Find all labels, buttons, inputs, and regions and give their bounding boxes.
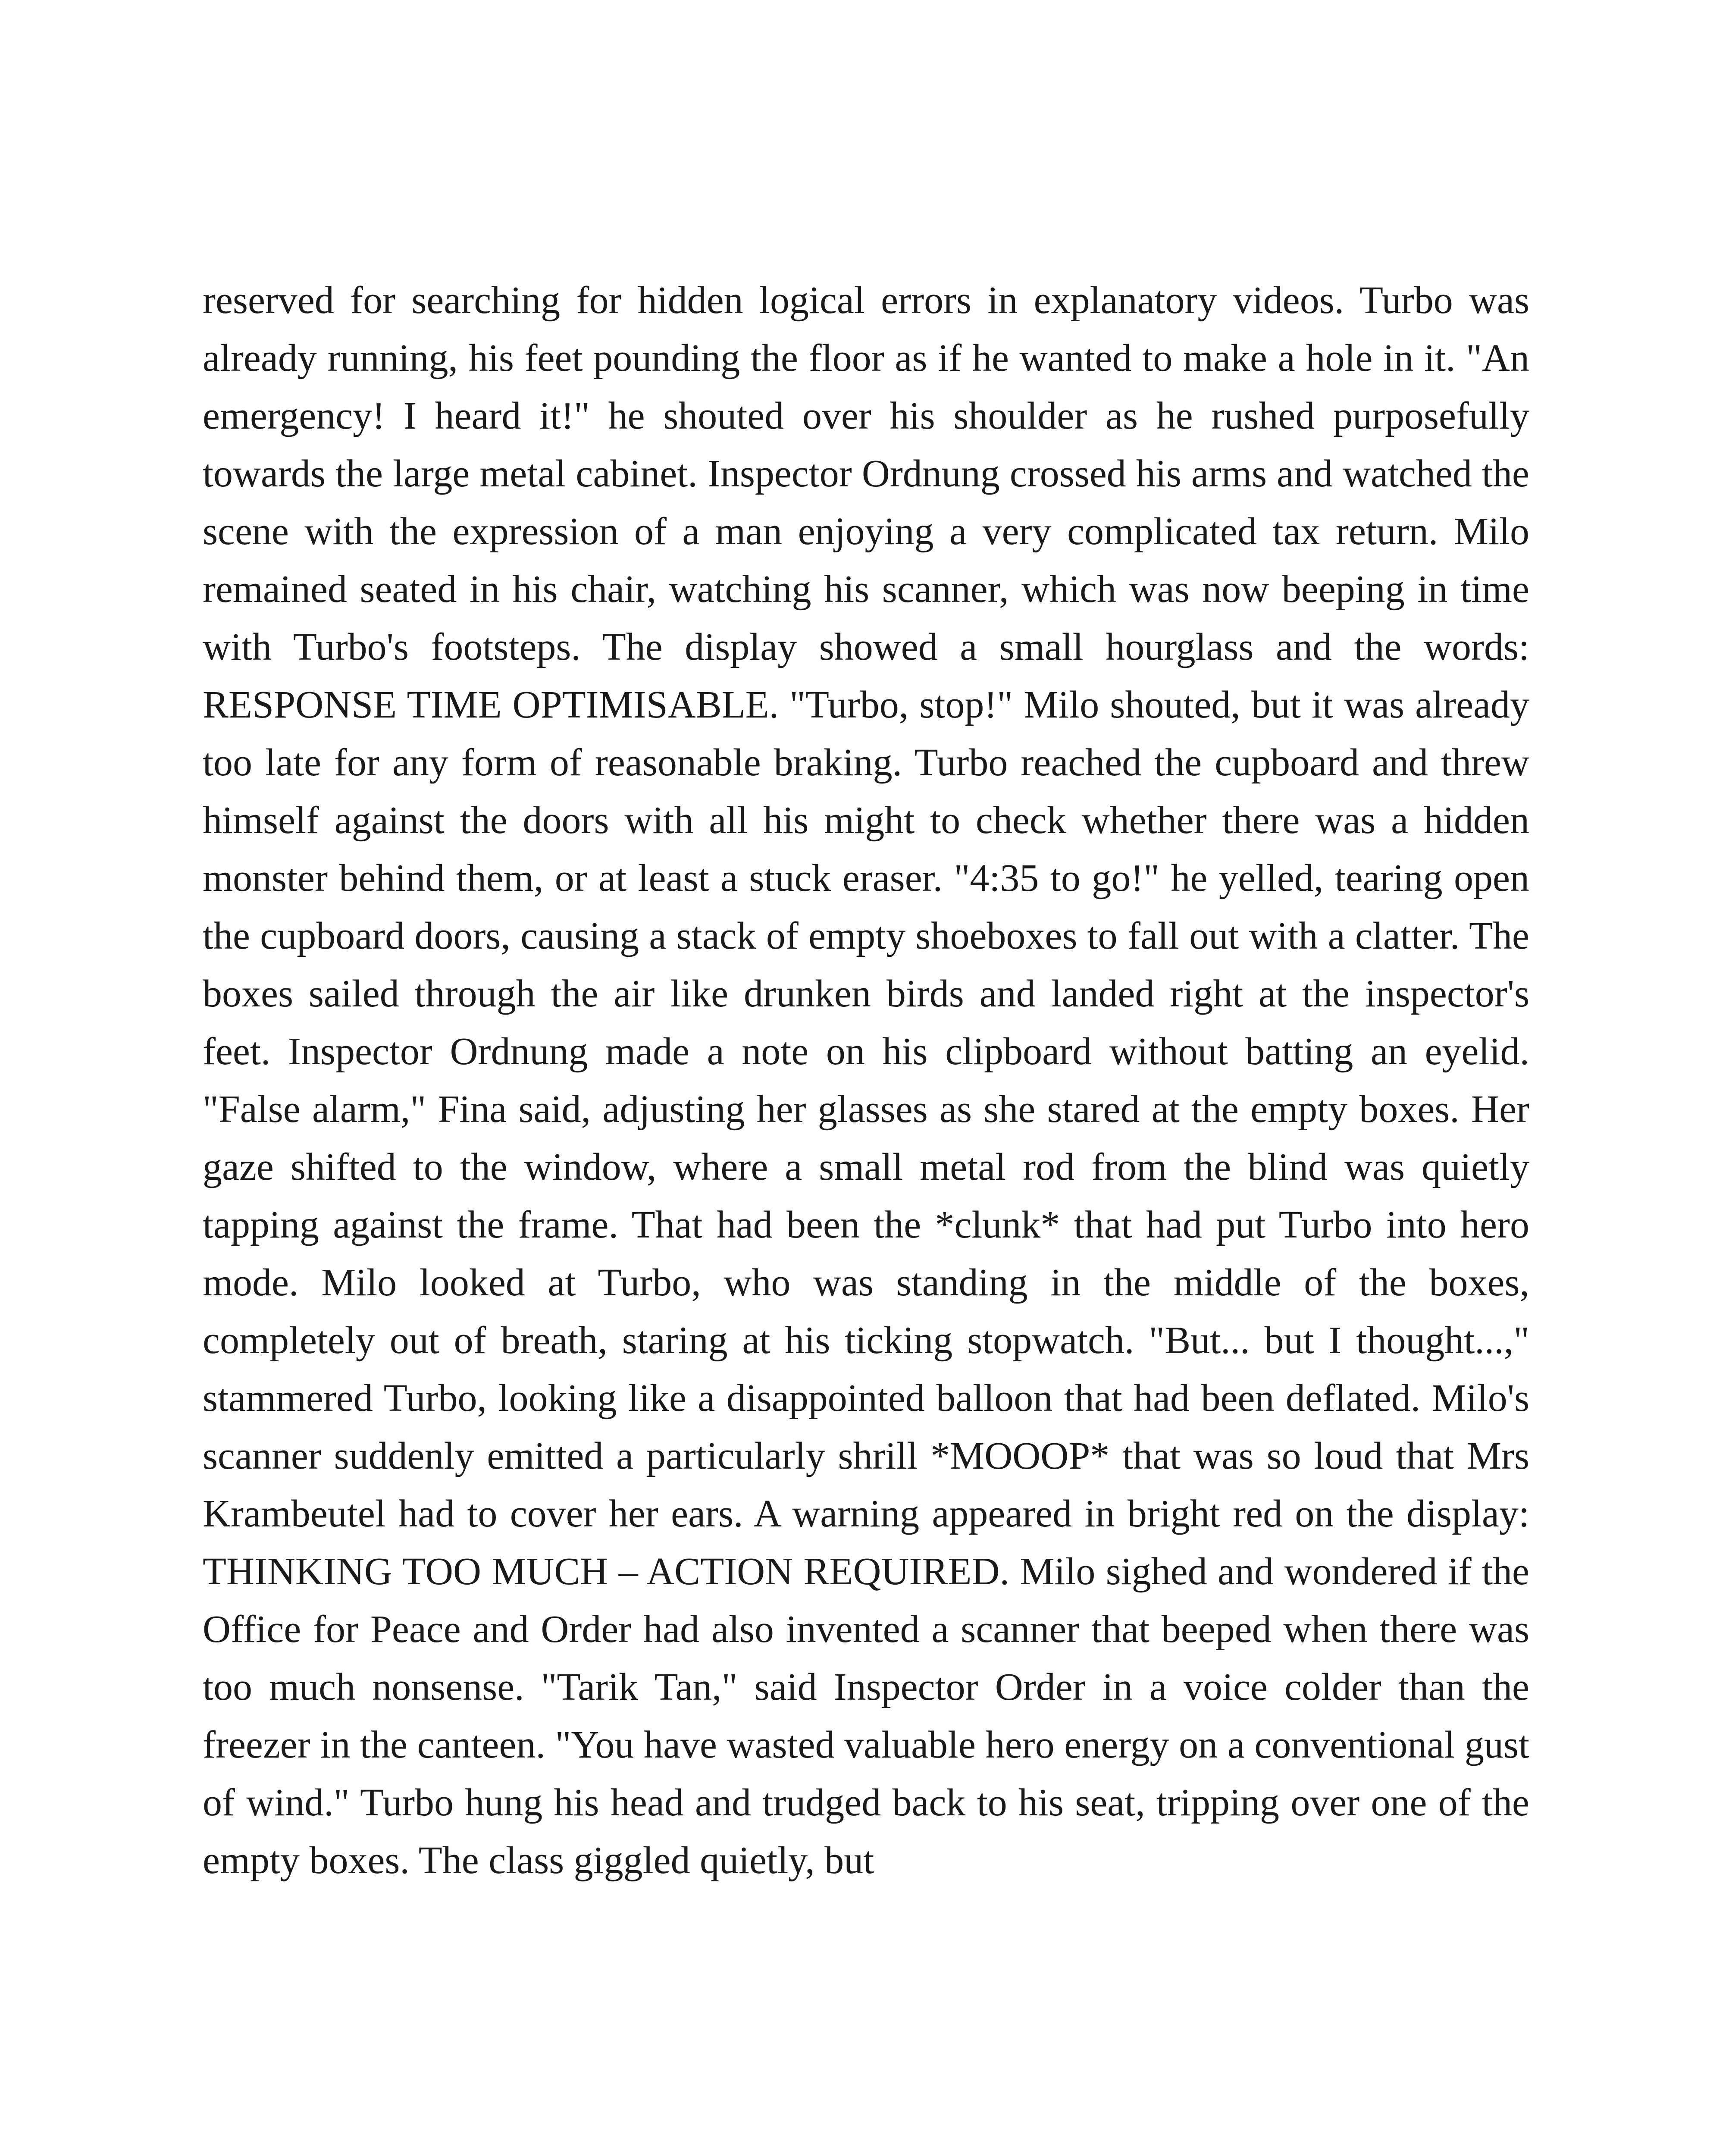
body-paragraph: reserved for searching for hidden logical errors in explanatory videos. Turbo was already running, his feet pounding the floor as if he wanted to make a hole in it. "An emergency! I heard it!" he shouted over his shoulder as he rushed purposefully towards the large metal cabinet. Inspector Ordnung crossed his arms and watched the scene with the expression of a man enjoying a very complicated tax return. Milo remained seated in his chair, watching his scanner, which was now beeping in time with Turbo's footsteps. The display showed a small hourglass and the words: RESPONSE TIME OPTIMISABLE. "Turbo, stop!" Milo shouted, but it was already too late for any form of reasonable braking. Turbo reached the cupboard and threw himself against the doors with all his might to check whether there was a hidden monster behind them, or at least a stuck eraser. "4:35 to go!" he yelled, tearing open the cupboard doors, causing a stack of empty shoeboxes to fall out with a clatter. The boxes sailed through the air like drunken birds and landed right at the inspector's feet. Inspector Ordnung made a note on his clipboard without batting an eyelid. "False alarm," Fina said, adjusting her glasses as she stared at the empty boxes. Her gaze shifted to the window, where a small metal rod from the blind was quietly tapping against the frame. That had been the *clunk* that had put Turbo into hero mode. Milo looked at Turbo, who was standing in the middle of the boxes, completely out of breath, staring at his ticking stopwatch. "But... but I thought...," stammered Turbo, looking like a disappointed balloon that had been deflated. Milo's scanner suddenly emitted a particularly shrill *MOOOP* that was so loud that Mrs Krambeutel had to cover her ears. A warning appeared in bright red on the display: THINKING TOO MUCH – ACTION REQUIRED. Milo sighed and wondered if the Office for Peace and Order had also invented a scanner that beeped when there was too much nonsense. "Tarik Tan," said Inspector Order in a voice colder than the freezer in the canteen. "You have wasted valuable hero energy on a conventional gust of wind." Turbo hung his head and trudged back to his seat, tripping over one of the empty boxes. The class giggled quietly, but bbox=[203, 279, 1529, 1882]
